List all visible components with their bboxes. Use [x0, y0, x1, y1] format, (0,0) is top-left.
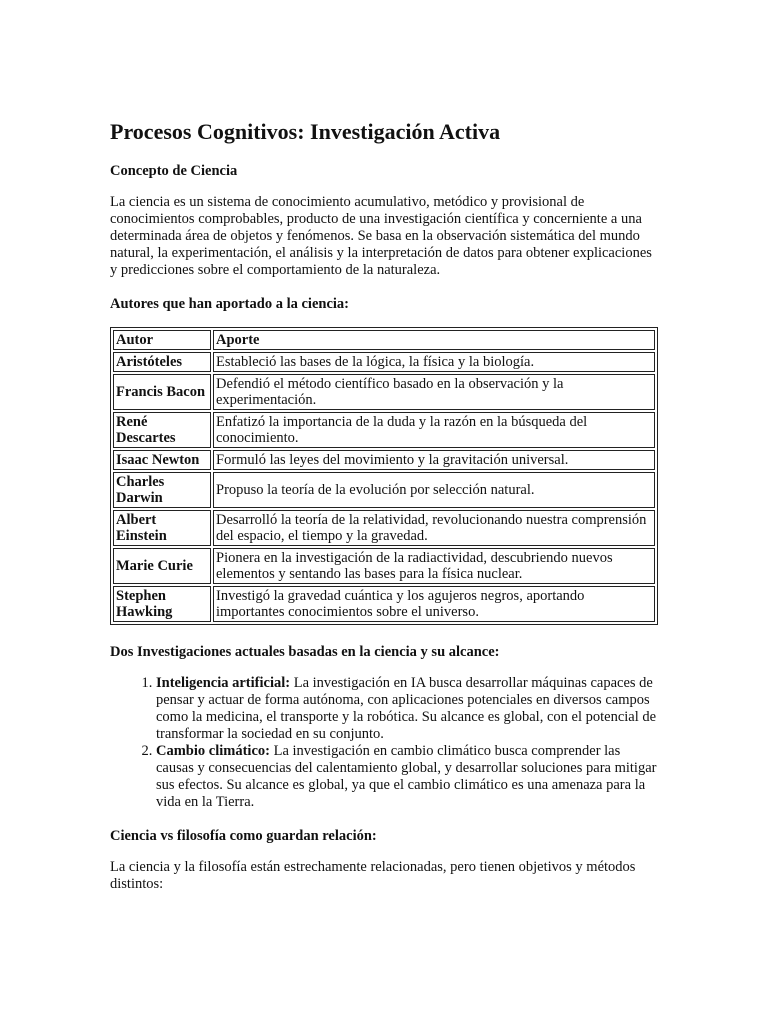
author-contribution: Formuló las leyes del movimiento y la gravitación universal.	[213, 450, 655, 470]
authors-table	[110, 327, 658, 625]
table-row	[113, 586, 655, 622]
author-contribution: Investigó la gravedad cuántica y los agujeros negros, aportando importantes conocimientos sobre el universo.	[213, 586, 655, 622]
investigations-list	[110, 675, 658, 811]
author-name: Aristóteles	[113, 352, 211, 372]
author-name: Francis Bacon	[113, 374, 211, 410]
author-contribution: Pionera en la investigación de la radiactividad, descubriendo nuevos elementos y sentando las bases para la física nuclear.	[213, 548, 655, 584]
author-name: Charles Darwin	[113, 472, 211, 508]
author-contribution: Estableció las bases de la lógica, la física y la biología.	[213, 352, 655, 372]
document-page	[110, 118, 658, 909]
concept-paragraph: La ciencia es un sistema de conocimiento acumulativo, metódico y provisional de conocimientos comprobables, producto de una investigación científica y concerniente a una determinada área de objetos y fenómenos. Se basa en la observación sistemática del mundo natural, la experimentación, el análisis y la interpretación de datos para obtener explicaciones y predicciones sobre el comportamiento de la naturaleza.	[110, 194, 652, 278]
authors-heading: Autores que han aportado a la ciencia:	[110, 296, 349, 312]
author-contribution: Enfatizó la importancia de la duda y la razón en la búsqueda del conocimiento.	[213, 412, 655, 448]
investigation-description: La investigación en cambio climático busca comprender las causas y consecuencias del calentamiento global, y desarrollar soluciones para mitigar sus efectos. Su alcance es global, ya que el cambio climático es una amenaza para la vida en la Tierra.	[156, 743, 657, 810]
list-item	[156, 675, 658, 743]
author-name: Stephen Hawking	[113, 586, 211, 622]
investigation-description: La investigación en IA busca desarrollar máquinas capaces de pensar y actuar de forma autónoma, con aplicaciones potenciales en diversos campos como la medicina, el transporte y la robótica. Su alcance es global, con el potencial de transformar la sociedad en su conjunto.	[156, 675, 657, 742]
table-row	[113, 472, 655, 508]
concept-heading: Concepto de Ciencia	[110, 163, 238, 179]
list-item	[156, 743, 658, 811]
table-row	[113, 374, 655, 410]
author-contribution: Defendió el método científico basado en la observación y la experimentación.	[213, 374, 655, 410]
author-contribution: Desarrolló la teoría de la relatividad, revolucionando nuestra comprensión del espacio, el tiempo y la gravedad.	[213, 510, 655, 546]
investigation-term: Inteligencia artificial:	[156, 675, 291, 691]
investigation-term: Cambio climático:	[156, 743, 270, 759]
author-name: Isaac Newton	[113, 450, 211, 470]
table-row	[113, 548, 655, 584]
author-name: René Descartes	[113, 412, 211, 448]
philosophy-heading: Ciencia vs filosofía como guardan relación:	[110, 828, 377, 844]
author-name: Marie Curie	[113, 548, 211, 584]
table-row	[113, 450, 655, 470]
column-header-author: Autor	[113, 330, 211, 350]
table-row	[113, 510, 655, 546]
column-header-contribution: Aporte	[213, 330, 655, 350]
document-title: Procesos Cognitivos: Investigación Activa	[110, 119, 501, 144]
authors-table-header-row	[113, 330, 655, 350]
table-row	[113, 412, 655, 448]
author-name: Albert Einstein	[113, 510, 211, 546]
table-row	[113, 352, 655, 372]
philosophy-paragraph: La ciencia y la filosofía están estrechamente relacionadas, pero tienen objetivos y métodos distintos:	[110, 859, 636, 892]
author-contribution: Propuso la teoría de la evolución por selección natural.	[213, 472, 655, 508]
investigations-heading: Dos Investigaciones actuales basadas en la ciencia y su alcance:	[110, 644, 500, 660]
